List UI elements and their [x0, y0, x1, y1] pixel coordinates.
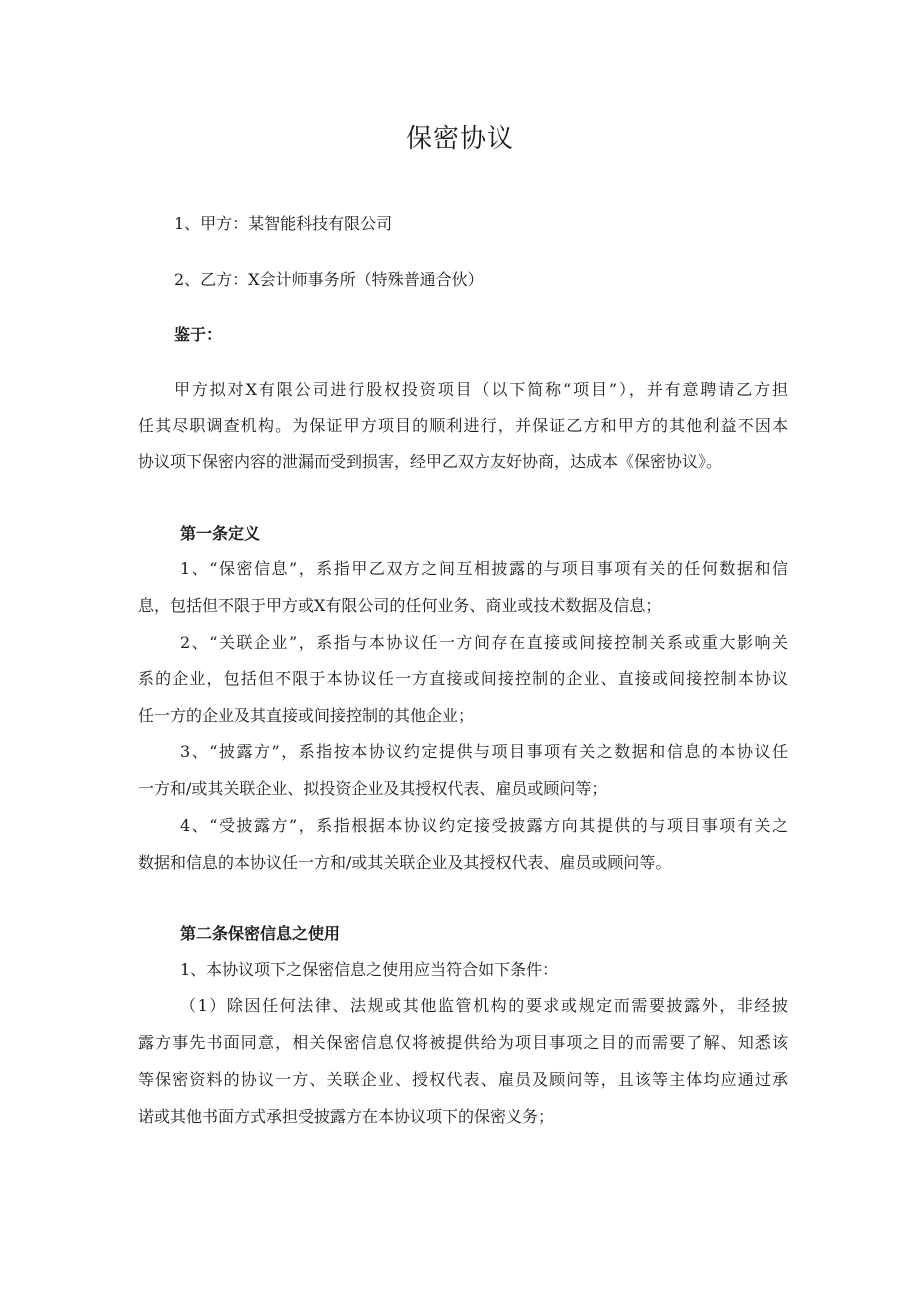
article-1-line: 一方和/或其关联企业、拟投资企业及其授权代表、雇员或顾问等；	[138, 779, 608, 798]
article-1-line: 息，包括但不限于甲方或X有限公司的任何业务、商业或技术数据及信息；	[138, 596, 662, 615]
article-1-line: 2、“关联企业”，系指与本协议任一方间存在直接或间接控制关系或重大影响关	[180, 633, 788, 652]
article-2-line: 等保密资料的协议一方、关联企业、授权代表、雇员及顾问等，且该等主体均应通过承	[138, 1070, 788, 1089]
article-1-line: 1、“保密信息”，系指甲乙双方之间互相披露的与项目事项有关的任何数据和信	[180, 559, 788, 578]
party-b-line: 2、乙方：X会计师事务所（特殊普通合伙）	[174, 270, 484, 289]
whereas-line-2: 任其尽职调查机构。为保证甲方项目的顺利进行，并保证乙方和甲方的其他利益不因本	[138, 416, 788, 435]
whereas-line-3: 协议项下保密内容的泄漏而受到损害，经甲乙双方友好协商，达成本《保密协议》。	[138, 452, 723, 471]
article-2-heading: 第二条保密信息之使用	[180, 924, 341, 943]
article-1-line: 系的企业，包括但不限于本协议任一方直接或间接控制的企业、直接或间接控制本协议	[138, 669, 788, 688]
party-a-line: 1、甲方：某智能科技有限公司	[174, 214, 393, 233]
article-1-line: 任一方的企业及其直接或间接控制的其他企业；	[138, 706, 475, 725]
whereas-heading: 鉴于：	[174, 325, 223, 344]
article-1-line: 3、“披露方”，系指按本协议约定提供与项目事项有关之数据和信息的本协议任	[180, 742, 788, 761]
article-1-line: 4、“受披露方”，系指根据本协议约定接受披露方向其提供的与项目事项有关之	[180, 816, 788, 835]
article-2-line: 露方事先书面同意，相关保密信息仅将被提供给为项目事项之目的而需要了解、知悉该	[138, 1033, 788, 1052]
document-title: 保密协议	[405, 124, 514, 154]
article-1-heading: 第一条定义	[180, 524, 261, 543]
article-1-line: 数据和信息的本协议任一方和/或其关联企业及其授权代表、雇员或顾问等。	[138, 853, 672, 872]
article-2-line: 1、本协议项下之保密信息之使用应当符合如下条件：	[180, 960, 559, 979]
whereas-line-1: 甲方拟对X有限公司进行股权投资项目（以下简称“项目”），并有意聘请乙方担	[174, 380, 788, 399]
article-2-line: 诺或其他书面方式承担受披露方在本协议项下的保密义务；	[138, 1107, 555, 1126]
article-2-line: （1）除因任何法律、法规或其他监管机构的要求或规定而需要披露外，非经披	[180, 996, 788, 1015]
